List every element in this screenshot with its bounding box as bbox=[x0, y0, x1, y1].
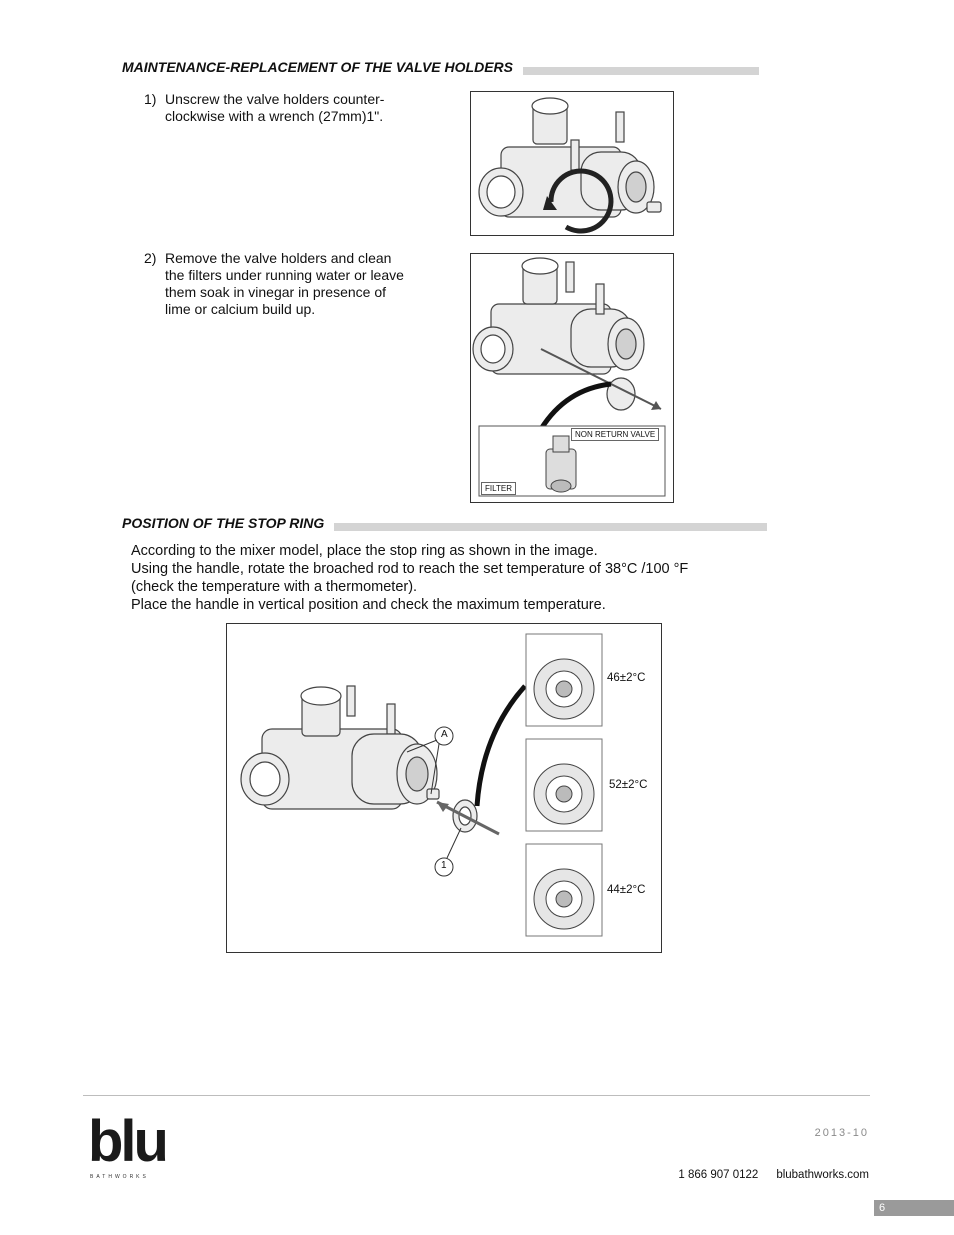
step-number: 2) bbox=[144, 250, 157, 266]
phone-number: 1 866 907 0122 bbox=[678, 1169, 759, 1181]
website-link[interactable]: blubathworks.com bbox=[776, 1169, 869, 1181]
footer-divider bbox=[83, 1095, 870, 1096]
temp-setting-1: 46±2°C bbox=[607, 672, 646, 684]
callout-1-label: 1 bbox=[441, 860, 447, 871]
brand-logo: blu bbox=[88, 1109, 166, 1174]
step-number: 1) bbox=[144, 91, 157, 107]
temp-setting-3: 44±2°C bbox=[607, 884, 646, 896]
figure-remove-valve-holder bbox=[470, 253, 674, 503]
figure-stop-ring-position bbox=[226, 623, 662, 953]
section-title-stop-ring: POSITION OF THE STOP RING bbox=[122, 515, 334, 531]
document-date: 2013-10 bbox=[814, 1127, 869, 1139]
step-text: Unscrew the valve holders counter- clockwise with a wrench (27mm)1". bbox=[165, 91, 385, 124]
label-non-return-valve: NON RETURN VALVE bbox=[571, 428, 659, 441]
page-number: 6 bbox=[874, 1200, 954, 1216]
callout-a-label: A bbox=[441, 729, 448, 740]
contact-info bbox=[678, 1169, 869, 1181]
figure-unscrew-valve-holder bbox=[470, 91, 674, 236]
label-filter: FILTER bbox=[481, 482, 516, 495]
stop-ring-instructions: According to the mixer model, place the stop ring as shown in the image. Using the handle, rotate the broached rod to reach the set temperature of 38°C /100 °F (check the temperature with a thermometer). Place the handle in vertical position and check the maximum temperature. bbox=[131, 543, 689, 613]
brand-logo-subtitle: BATHWORKS bbox=[90, 1174, 149, 1180]
temp-setting-2: 52±2°C bbox=[609, 779, 648, 791]
section-title-maintenance: MAINTENANCE-REPLACEMENT OF THE VALVE HOLDERS bbox=[122, 59, 523, 75]
step-1 bbox=[144, 91, 444, 131]
step-text: Remove the valve holders and clean the filters under running water or leave them soak in vinegar in presence of lime or calcium build up. bbox=[165, 250, 404, 317]
step-2 bbox=[144, 250, 444, 325]
